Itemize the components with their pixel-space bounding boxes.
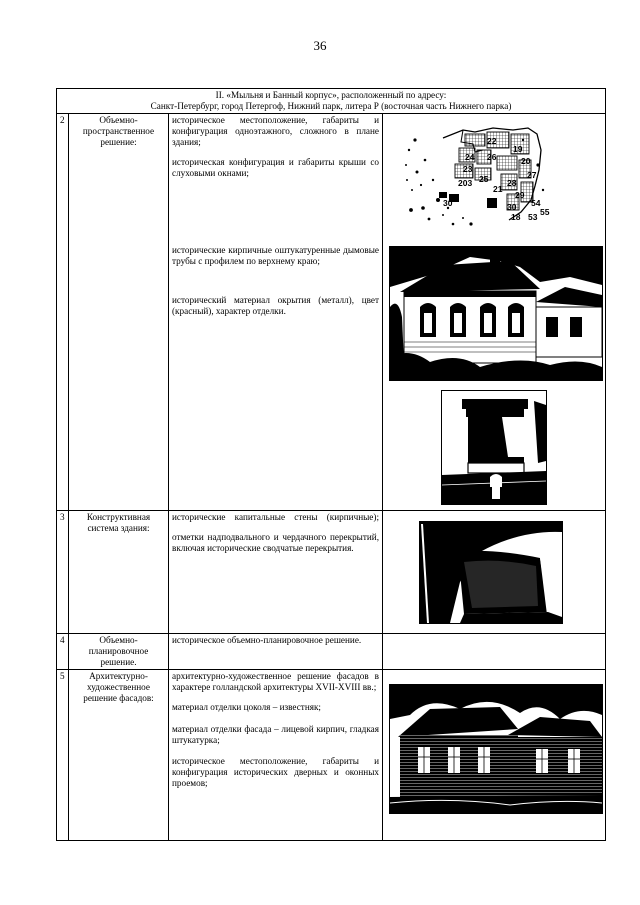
description-item: историческое объемно-планировочное решение. — [172, 635, 362, 646]
svg-text:30: 30 — [507, 202, 517, 213]
description-item: исторический материал окрытия (металл), цвет (красный), характер отделки. — [172, 295, 379, 316]
row-number: 5 — [57, 670, 69, 841]
row-description — [169, 114, 383, 511]
svg-text:22: 22 — [487, 136, 497, 147]
row-images — [383, 634, 606, 670]
svg-text:20: 20 — [521, 156, 531, 167]
row-category: Конструктивная система здания: — [69, 511, 169, 634]
row-number: 3 — [57, 511, 69, 634]
svg-text:19: 19 — [513, 144, 523, 155]
row-images — [383, 670, 606, 841]
vault-photo — [419, 521, 563, 624]
description-item: материал отделки цоколя – известняк; — [172, 701, 321, 712]
svg-text:21: 21 — [493, 184, 503, 195]
description-item: историческая конфигурация и габариты крыши со слуховыми окнами; — [172, 156, 379, 178]
site-plan-graphic — [403, 120, 548, 230]
section-header-row — [57, 89, 606, 114]
section-header — [57, 89, 606, 114]
row-description — [169, 634, 383, 670]
table-row — [57, 114, 606, 511]
description-item: материал отделки фасада – лицевой кирпич, гладкая штукатурка; — [172, 723, 379, 745]
svg-text:55: 55 — [540, 207, 550, 218]
table-row — [57, 670, 606, 841]
svg-text:28: 28 — [507, 178, 517, 189]
row-number: 2 — [57, 114, 69, 511]
row-category: Объемно-пространственное решение: — [69, 114, 169, 511]
page-number: 36 — [313, 38, 327, 53]
svg-text:18: 18 — [511, 212, 521, 223]
description-item: исторические капитальные стены (кирпичные); — [172, 512, 379, 523]
row-images — [383, 511, 606, 634]
row-number: 4 — [57, 634, 69, 670]
site-plan-map — [403, 120, 548, 230]
description-item: историческое местоположение, габариты и конфигурация одноэтажного, сложного в плане здания; — [172, 115, 379, 147]
description-item: архитектурно-художественное решение фасадов в характере голландской архитектуры XVII-XVIII вв.; — [172, 671, 379, 692]
chimney-photo — [441, 390, 547, 505]
row-category: Архитектурно-художественное решение фасадов: — [69, 670, 169, 841]
description-item: исторические кирпичные оштукатуренные дымовые трубы с профилем по верхнему краю; — [172, 245, 379, 267]
row-description — [169, 670, 383, 841]
svg-text:25: 25 — [479, 174, 489, 185]
description-item: отметки надподвального и чердачного перекрытий, включая исторические сводчатые перекрытия. — [172, 531, 379, 553]
row-category: Объемно-планировочное решение. — [69, 634, 169, 670]
svg-text:53: 53 — [528, 212, 538, 223]
row-description — [169, 511, 383, 634]
svg-text:30: 30 — [443, 198, 453, 209]
description-item: историческое местоположение, габариты и конфигурация исторических дверных и оконных проемов; — [172, 756, 379, 789]
facade-photo — [389, 684, 603, 814]
table-row — [57, 634, 606, 670]
table-row — [57, 511, 606, 634]
building-photo — [389, 246, 603, 381]
section-title-line1: II. «Мыльня и Банный корпус», расположенный по адресу: — [215, 90, 447, 100]
monument-subject-table — [56, 88, 606, 841]
svg-text:203: 203 — [458, 178, 473, 189]
svg-text:54: 54 — [531, 198, 541, 209]
svg-text:26: 26 — [487, 152, 497, 163]
svg-text:24: 24 — [465, 152, 475, 163]
row-images — [383, 114, 606, 511]
svg-text:23: 23 — [463, 164, 473, 175]
svg-text:27: 27 — [527, 170, 537, 181]
svg-text:29: 29 — [515, 190, 525, 201]
section-title-line2: Санкт-Петербург, город Петергоф, Нижний парк, литера Р (восточная часть Нижнего парка) — [150, 101, 512, 112]
